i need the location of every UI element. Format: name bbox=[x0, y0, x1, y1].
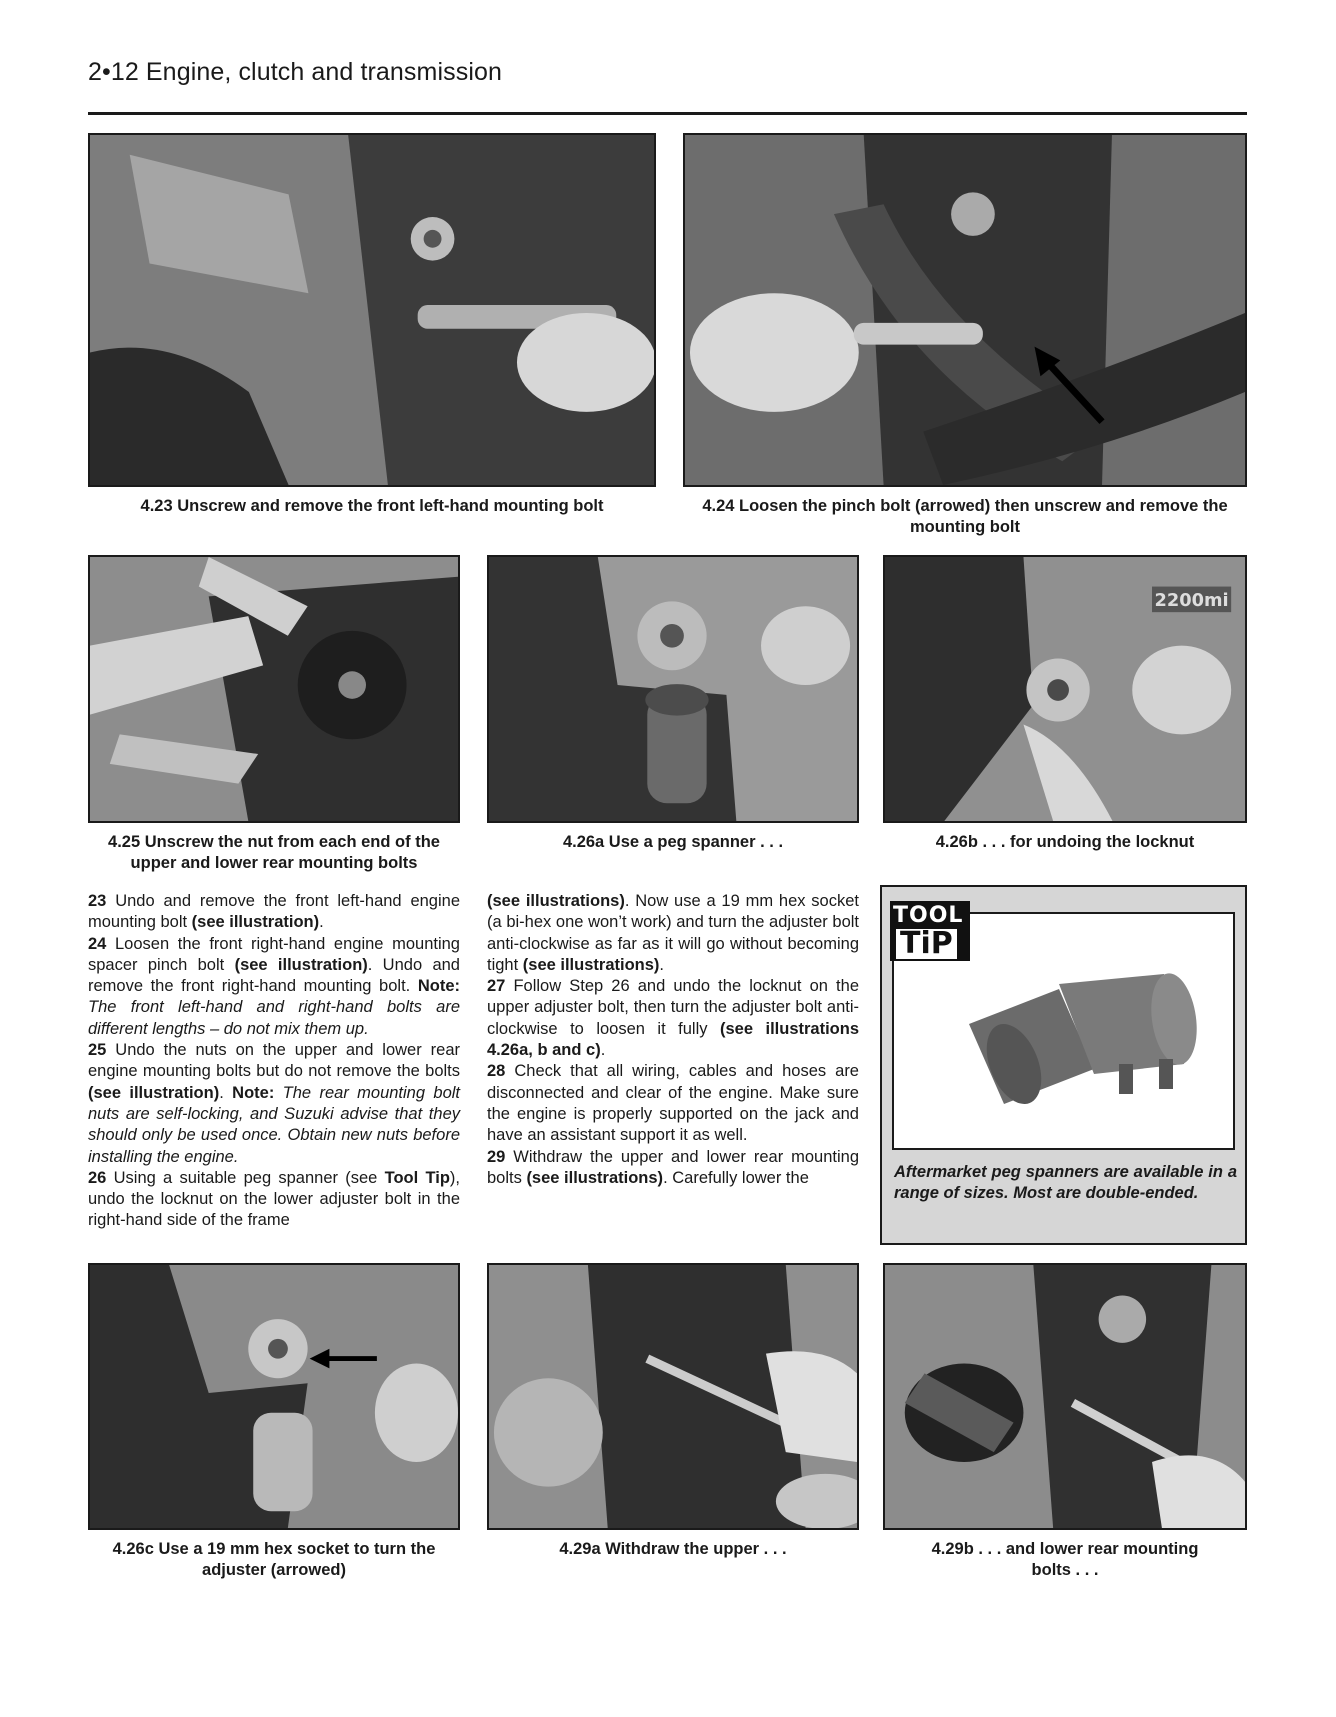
caption-4-23: 4.23 Unscrew and remove the front left-hand mounting bolt bbox=[140, 497, 604, 515]
text-column-left bbox=[88, 891, 460, 1232]
tool-tip-caption: Aftermarket peg spanners are available in a range of sizes. Most are double-ended. bbox=[894, 1163, 1237, 1202]
engine-photo-graphic bbox=[885, 1265, 1245, 1528]
photo-4-26b bbox=[883, 555, 1247, 823]
header-rule bbox=[88, 112, 1247, 115]
photo-4-23 bbox=[88, 133, 656, 487]
tool-tip-badge-line1: TOOL bbox=[893, 903, 964, 928]
caption-4-26b: 4.26b . . . for undoing the locknut bbox=[935, 833, 1195, 851]
step-28: 28 Check that all wiring, cables and hoses are disconnected and clear of the engine. Make sure the engine is properly supported on the jack and have an assistant support it as well. bbox=[487, 1062, 859, 1145]
caption-4-26a: 4.26a Use a peg spanner . . . bbox=[562, 833, 784, 851]
step-number: 26 bbox=[88, 1168, 107, 1187]
step-24: 24 Loosen the front right-hand engine mounting spacer pinch bolt (see illustration). Undo and remove the front right-hand mounting bolt. Note: The front left-hand and right-hand bolts are different lengths – do not mix them up. bbox=[88, 934, 460, 1038]
engine-photo-graphic bbox=[90, 1265, 458, 1528]
step-number: 25 bbox=[88, 1041, 107, 1060]
engine-photo-graphic bbox=[489, 1265, 857, 1528]
photo-4-26a bbox=[487, 555, 859, 823]
photo-plate-label: 2200mi bbox=[1154, 591, 1229, 612]
step-27: 27 Follow Step 26 and undo the locknut on the upper adjuster bolt, then turn the adjuster bolt anti-clockwise to loosen it fully (see illustrations 4.26a, b and c). bbox=[487, 977, 860, 1060]
step-23: 23 Undo and remove the front left-hand engine mounting bolt (see illustration). bbox=[88, 892, 460, 932]
step-25: 25 Undo the nuts on the upper and lower rear engine mounting bolts but do not remove the bolts (see illustration). Note: The rear mounting bolt nuts are self-locking, and Suzuki advise that they should only be used once. Obtain new nuts before installing the engine. bbox=[88, 1041, 460, 1166]
step-number: 27 bbox=[487, 977, 506, 996]
engine-photo-graphic bbox=[685, 135, 1245, 485]
engine-photo-graphic bbox=[90, 135, 654, 485]
step-number: 24 bbox=[88, 934, 107, 953]
photo-4-29b bbox=[883, 1263, 1247, 1530]
caption-4-29a: 4.29a Withdraw the upper . . . bbox=[559, 1540, 787, 1558]
step-26-continued: (see illustrations). Now use a 19 mm hex socket (a bi-hex one won’t work) and turn the adjuster bolt anti-clockwise as far as it will go without becoming tight (see illustrations). bbox=[487, 892, 859, 974]
engine-photo-graphic bbox=[885, 557, 1245, 821]
step-number: 23 bbox=[88, 892, 107, 910]
caption-4-26c: 4.26c Use a 19 mm hex socket to turn the adjuster (arrowed) bbox=[112, 1540, 436, 1579]
photo-4-26c bbox=[88, 1263, 460, 1530]
tool-tip-badge-line2: TiP bbox=[896, 929, 957, 959]
photo-4-29a bbox=[487, 1263, 859, 1530]
step-number: 29 bbox=[487, 1147, 506, 1166]
photo-4-24 bbox=[683, 133, 1247, 487]
engine-photo-graphic bbox=[90, 557, 458, 821]
step-26: 26 Using a suitable peg spanner (see Tool Tip), undo the locknut on the lower adjuster bolt in the right-hand side of the frame bbox=[88, 1168, 461, 1230]
text-column-middle bbox=[487, 891, 859, 1189]
photo-4-25 bbox=[88, 555, 460, 823]
step-29: 29 Withdraw the upper and lower rear mounting bolts (see illustrations). Carefully lower the bbox=[487, 1147, 859, 1187]
page-header: 2•12 Engine, clutch and transmission bbox=[88, 58, 502, 86]
tool-tip-box bbox=[880, 885, 1247, 1245]
tool-tip-badge bbox=[890, 901, 970, 961]
step-number: 28 bbox=[487, 1062, 506, 1081]
caption-4-24: 4.24 Loosen the pinch bolt (arrowed) then unscrew and remove the mounting bolt bbox=[702, 497, 1228, 536]
caption-4-25: 4.25 Unscrew the nut from each end of the upper and lower rear mounting bolts bbox=[108, 833, 440, 872]
engine-photo-graphic bbox=[489, 557, 857, 821]
caption-4-29b: 4.29b . . . and lower rear mounting bolts . . . bbox=[931, 1540, 1199, 1579]
